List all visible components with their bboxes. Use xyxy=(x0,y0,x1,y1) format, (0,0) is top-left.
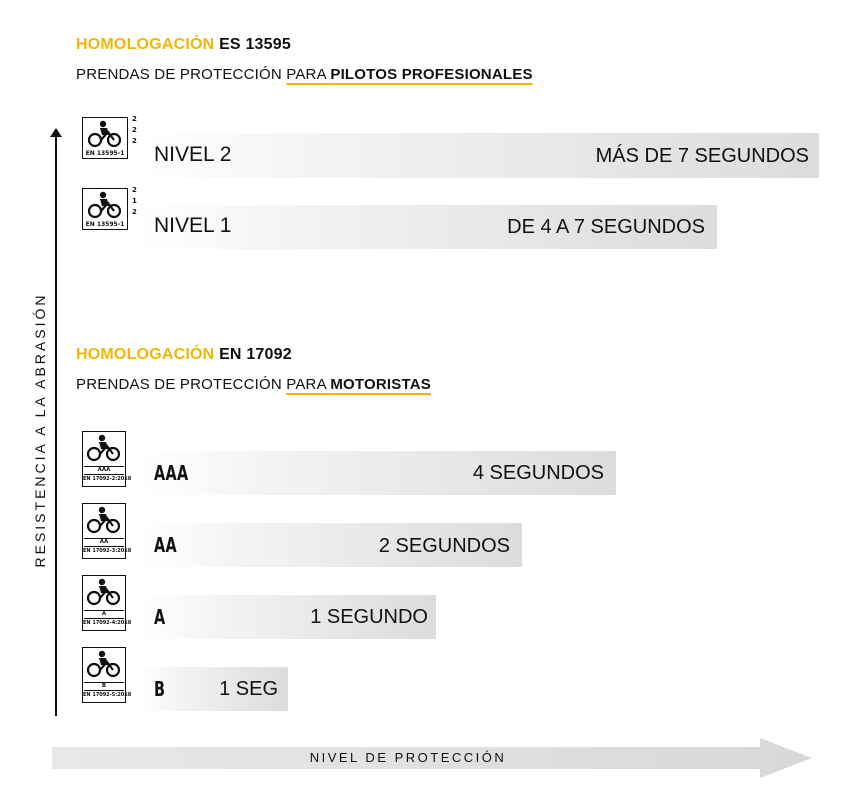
section1-subtitle xyxy=(76,66,533,83)
badge-code-aa: EN 17092-3:2018 xyxy=(83,548,132,554)
badge-code-a: EN 17092-4:2018 xyxy=(83,620,132,626)
badge-level-a: A xyxy=(84,610,124,619)
badge-code-aaa: EN 17092-2:2018 xyxy=(83,476,132,482)
badge-numbers-nivel-1 xyxy=(132,185,137,218)
motorcycle-rider-icon xyxy=(83,648,124,680)
badge-number: 2 xyxy=(132,137,137,145)
badge-number: 1 xyxy=(132,197,137,205)
bar-label-a: A xyxy=(154,605,166,629)
badge-level-aaa: AAA xyxy=(84,466,124,475)
section2-title-highlight: HOMOLOGACIÓN xyxy=(76,346,215,363)
section2-sub-bold: MOTORISTAS xyxy=(330,376,431,393)
section1-sub-prefix: PRENDAS DE PROTECCIÓN xyxy=(76,66,287,83)
badge-number: 2 xyxy=(132,208,137,216)
certification-badge-nivel-2 xyxy=(82,115,137,159)
certification-badge-aaa xyxy=(82,431,132,487)
motorcycle-rider-icon xyxy=(83,118,126,150)
certification-badge-aa xyxy=(82,503,132,559)
bar-label-nivel-2: NIVEL 2 xyxy=(154,143,232,166)
section1-sub-bold: PILOTOS PROFESIONALES xyxy=(330,66,533,83)
badge-level-aa: AA xyxy=(84,538,124,547)
section2-subtitle xyxy=(76,376,431,393)
x-axis-label: NIVEL DE PROTECCIÓN xyxy=(309,750,507,765)
certification-badge-nivel-1 xyxy=(82,186,137,230)
badge-code-nivel-2: EN 13595-1 xyxy=(85,150,125,157)
motorcycle-rider-icon xyxy=(83,189,126,221)
section2-title xyxy=(76,346,292,364)
bar-label-nivel-1: NIVEL 1 xyxy=(154,214,232,237)
bar-value-aaa: 4 SEGUNDOS xyxy=(472,462,604,484)
section1-title xyxy=(76,36,291,54)
bar-value-aa: 2 SEGUNDOS xyxy=(378,535,510,557)
bar-label-aa: AA xyxy=(154,533,178,557)
certification-badge-b xyxy=(82,647,132,703)
y-axis-line xyxy=(55,132,57,716)
section2-sub-para: PARA xyxy=(286,376,326,393)
bar-value-nivel-1: DE 4 A 7 SEGUNDOS xyxy=(507,216,705,238)
motorcycle-rider-icon xyxy=(83,432,124,464)
badge-numbers-nivel-2 xyxy=(132,114,137,147)
section1-title-standard: ES 13595 xyxy=(219,36,291,53)
certification-badge-a xyxy=(82,575,132,631)
badge-level-b: B xyxy=(84,682,124,691)
motorcycle-rider-icon xyxy=(83,576,124,608)
badge-code-nivel-1: EN 13595-1 xyxy=(85,221,125,228)
section2-sub-underlined xyxy=(286,376,431,393)
section2-sub-prefix: PRENDAS DE PROTECCIÓN xyxy=(76,376,287,393)
section1-sub-para: PARA xyxy=(286,66,326,83)
badge-number: 2 xyxy=(132,186,137,194)
motorcycle-rider-icon xyxy=(83,504,124,536)
bar-label-b: B xyxy=(154,677,166,701)
bar-label-aaa: AAA xyxy=(154,461,189,485)
y-axis-arrow-icon xyxy=(50,128,62,137)
bar-value-b: 1 SEG xyxy=(219,678,278,700)
y-axis-label: RESISTENCIA A LA ABRASIÓN xyxy=(32,292,48,568)
badge-number: 2 xyxy=(132,126,137,134)
bar-value-a: 1 SEGUNDO xyxy=(310,606,428,628)
section2-title-standard: EN 17092 xyxy=(219,346,292,363)
badge-code-b: EN 17092-5:2018 xyxy=(83,692,132,698)
section1-title-highlight: HOMOLOGACIÓN xyxy=(76,36,215,53)
badge-number: 2 xyxy=(132,115,137,123)
bar-value-nivel-2: MÁS DE 7 SEGUNDOS xyxy=(595,145,809,167)
section1-sub-underlined xyxy=(286,66,532,83)
